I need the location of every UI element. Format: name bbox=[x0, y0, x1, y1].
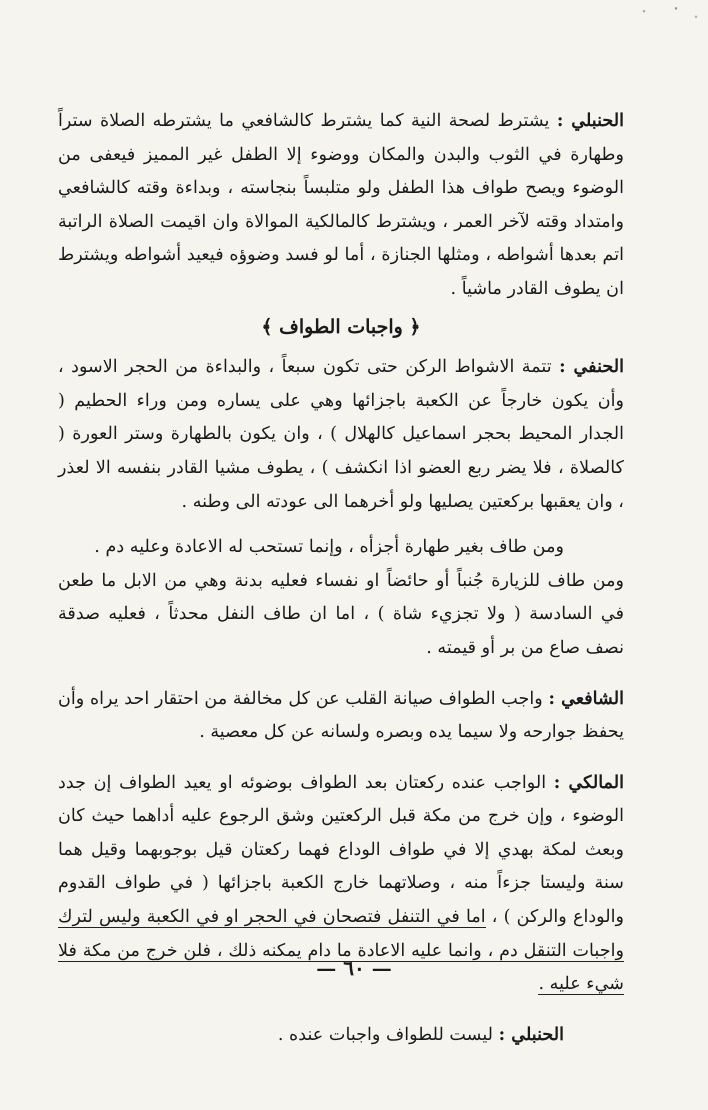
madhhab-label-hanbali: الحنبلي : bbox=[498, 1023, 564, 1045]
scan-noise bbox=[628, 0, 708, 28]
paragraph-hanafi-2: ومن طاف بغير طهارة أجزأه ، وإنما تستحب له الاعادة وعليه دم . bbox=[94, 537, 564, 558]
underlined-text: اما في التنفل فتصحان في الحجر او في الكعبة وليس لترك واجبات التنقل دم ، وانما عليه الاعادة ما دام يمكنه ذلك ، فلن خرج من مكة فلا شيء عليه . bbox=[58, 907, 624, 995]
paragraph-text: واجب الطواف صيانة القلب عن كل مخالفة من احتقار احد يراه وأن يحفظ جوارحه ولا سيما يده وبصره ولسانه عن كل معصية . bbox=[58, 688, 624, 743]
section-title: ﴿ واجبات الطواف ﴾ bbox=[261, 315, 421, 338]
madhhab-label-maliki: المالكي : bbox=[553, 771, 624, 793]
paragraph-hanafi-3: ومن طاف للزيارة جُنباً أو حائضاً او نفساء فعليه بدنة وهي من الابل ما طعن في السادسة ( ولا تجزيء شاة ) ، اما ان طاف النفل محدثاً ، فعليه صدقة نصف صاع من بر أو قيمته . bbox=[58, 570, 624, 658]
paragraph-text: يشترط لصحة النية كما يشترط كالشافعي ما يشترطه الصلاة ستراً وطهارة في الثوب والبدن والمكان ووضوء إلا الطفل غير المميز فيعفى من الوضوء ويصح طواف هذا الطفل ولو متلبساً بنجاسته ، وبداءة وقته كالشافعي وامتداد وقته لآخر العمر ، ويشترط كالمالكية الموالاة وان اقيمت الصلاة الراتبة اتم بعدها أشواطه ، ومثلها الجنازة ، أما لو فسد وضوؤه فيعيد أشواطه ويشترط ان يطوف القادر ماشياً . bbox=[58, 111, 625, 299]
paragraph-text: الواجب عنده ركعتان بعد الطواف بوضوئه او يعيد الطواف إن جدد الوضوء ، وإن خرج من مكة قبل الركعتين وشق الرجوع عليه أداهما حيث كان وبعث لمكة بهدي إلا في طواف الوداع فهما ركعتان قيل بوجوبهما وقيل هما سنة وليستا جزءاً منه ، وصلاتهما خارج الكعبة باجزائها ( في طواف القدوم والوداع والركن ) ، bbox=[58, 772, 624, 928]
page-text bbox=[58, 104, 624, 1052]
madhhab-label-hanbali: الحنبلي : bbox=[556, 110, 624, 131]
paragraph-hanbali-conditions bbox=[58, 104, 624, 307]
madhhab-label-shafii: الشافعي : bbox=[548, 687, 624, 709]
page-number: — ٦٠ — bbox=[316, 956, 392, 980]
paragraph-hanafi bbox=[58, 350, 624, 519]
paragraph-shafii bbox=[58, 682, 624, 750]
madhhab-label-hanafi: الحنفي : bbox=[559, 356, 624, 378]
paragraph-text: تتمة الاشواط الركن حتى تكون سبعاً ، والبداءة من الحجر الاسود ، وأن يكون خارجاً عن الكعبة باجزائها وهي على يساره ومن وراء الحطيم ( الجدار المحيط بحجر اسماعيل كالهلال ) ، وان يكون بالطهارة وستر العورة ( كالصلاة ، فلا يضر ربع العضو اذا انكشف ) ، يطوف مشيا القادر بنفسه الا لعذر ، وان يعقبها بركعتين يصليها ولو أخرهما الى عودته الى وطنه . bbox=[58, 357, 624, 512]
paragraph-text: ليست للطواف واجبات عنده . bbox=[277, 1024, 494, 1045]
paragraph-hanbali-wajibat bbox=[58, 1018, 624, 1053]
